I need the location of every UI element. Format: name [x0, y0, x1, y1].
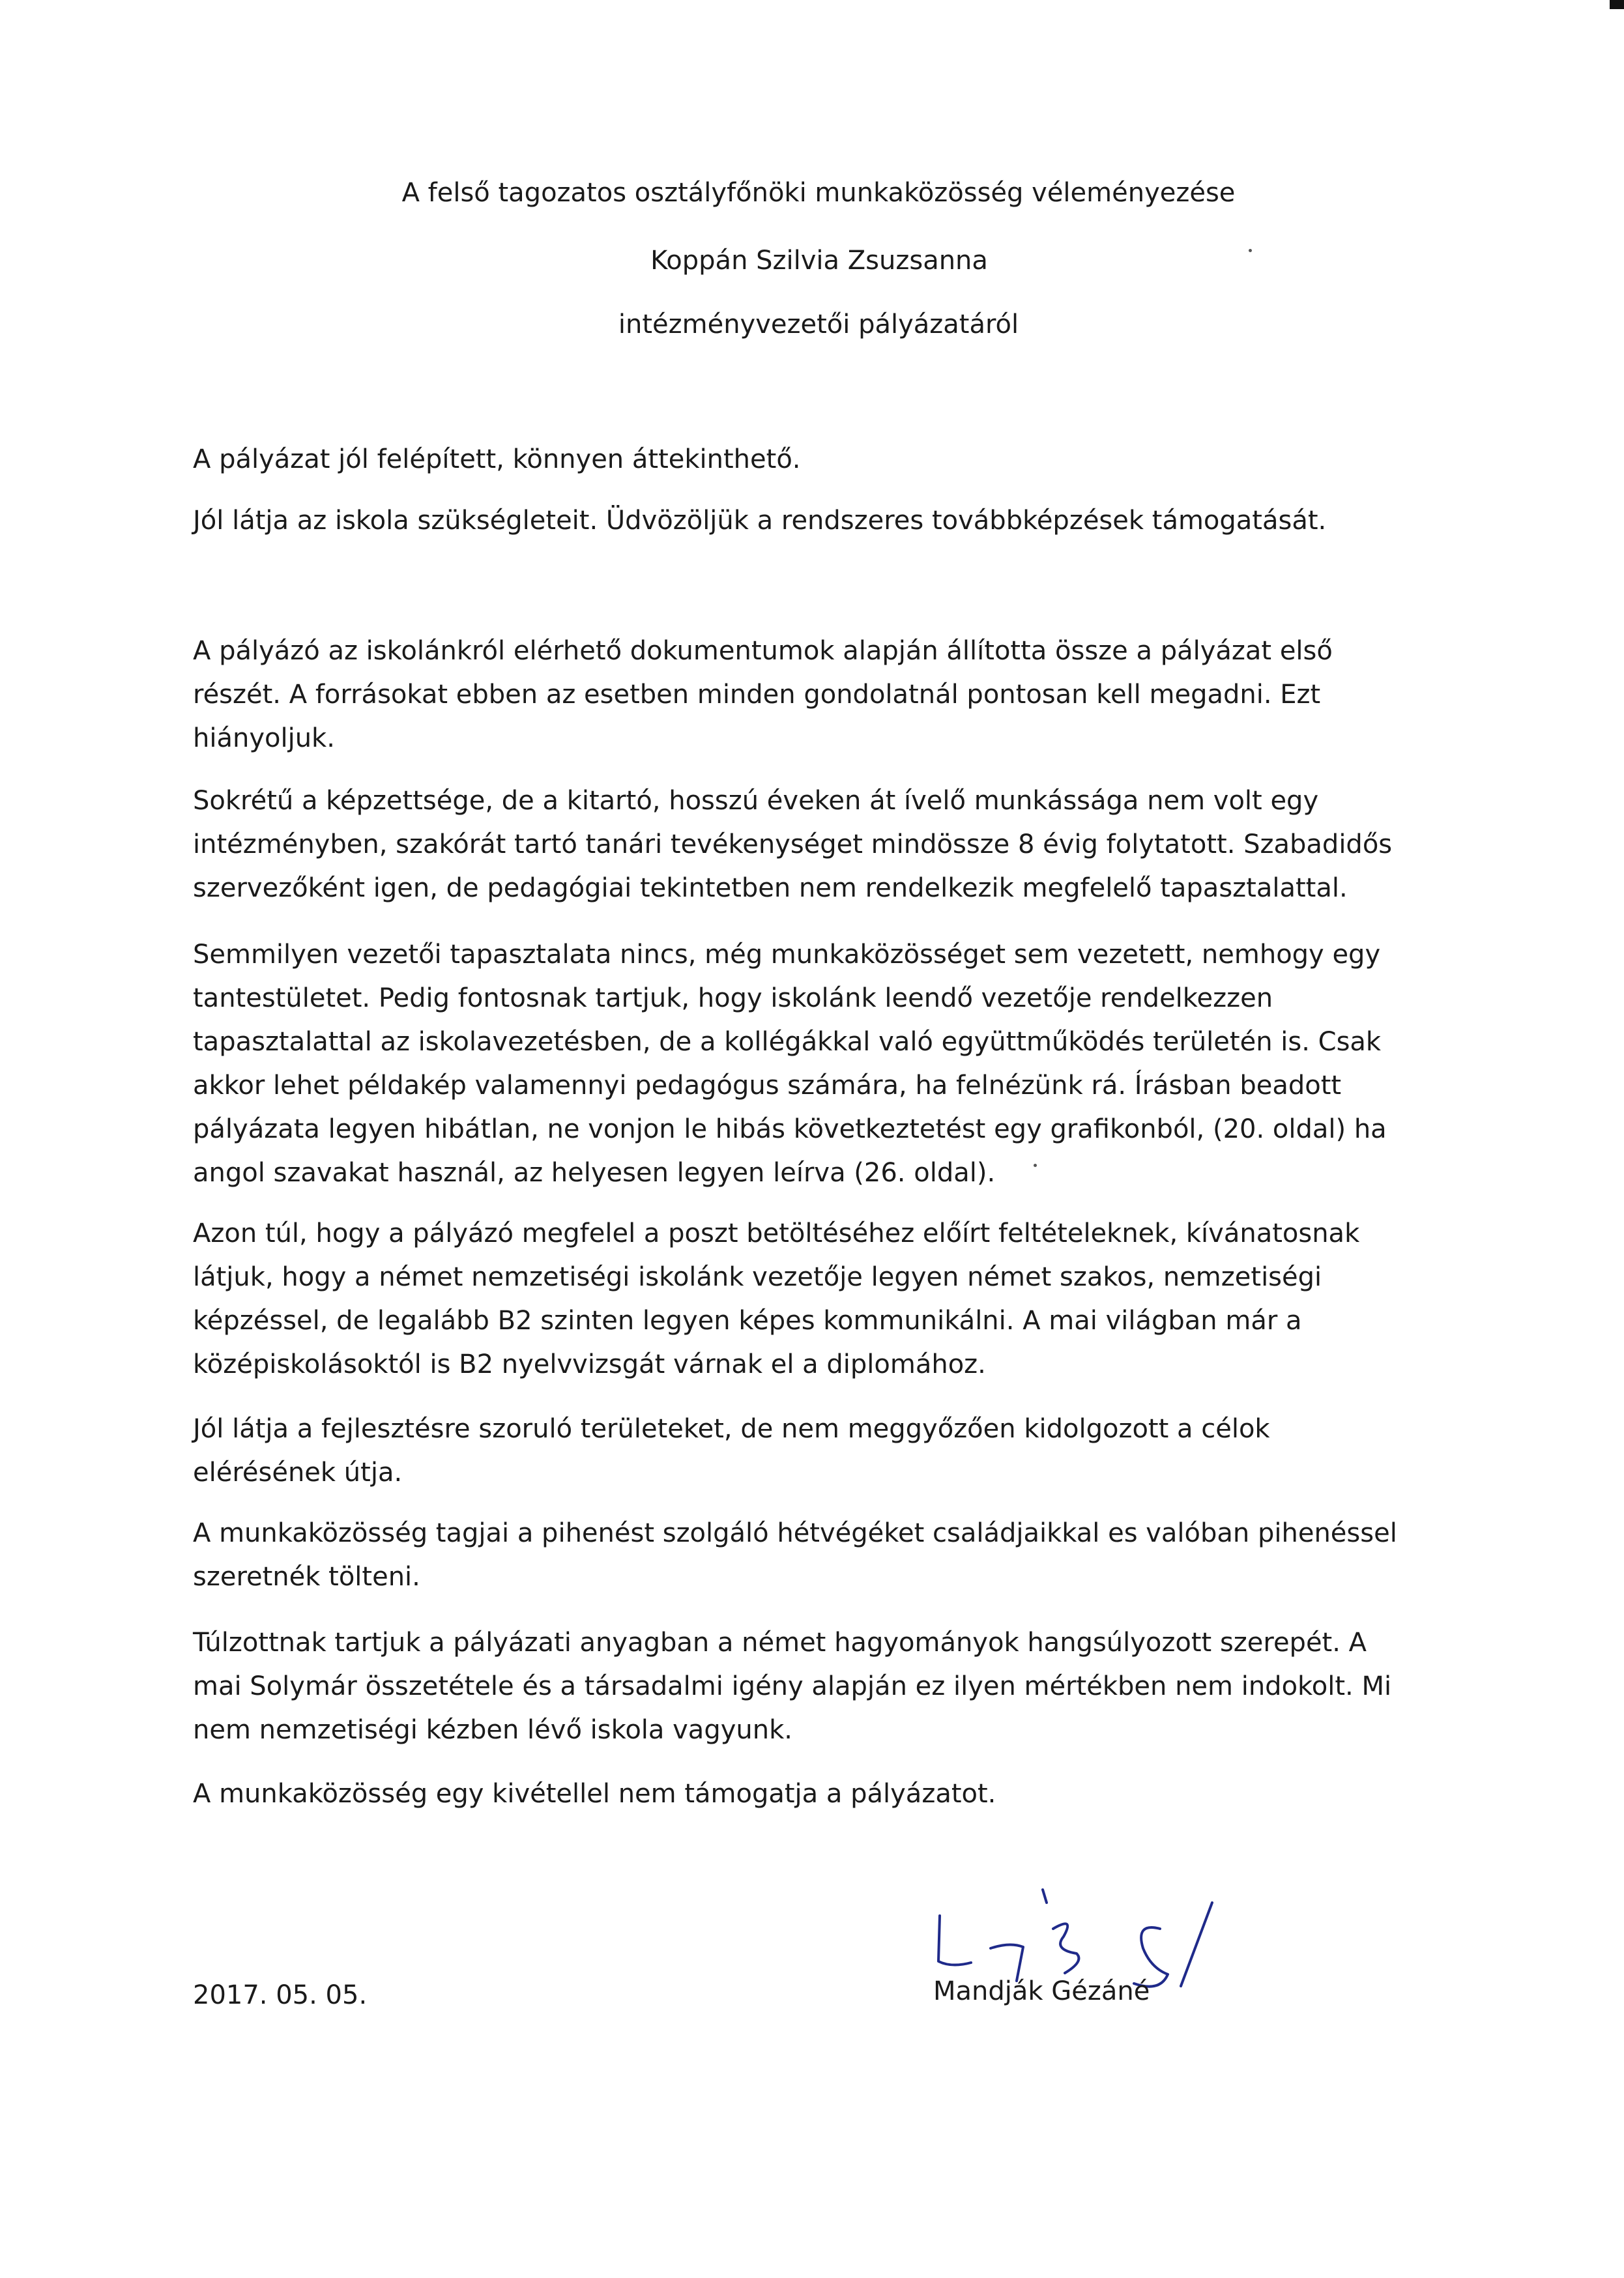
paragraph: Sokrétű a képzettsége, de a kitartó, hosszú éveken át ívelő munkássága nem volt egy intézményben, szakórát tartó tanári tevékenységet mindössze 8 évig folytatott. Szabadidős szervezőként igen, de pedagógiai tekintetben nem rendelkezik megfelelő tapasztalattal.	[193, 786, 1393, 903]
title-line-2: Koppán Szilvia Zsuzsanna	[650, 246, 988, 276]
paragraph: A munkaközösség tagjai a pihenést szolgáló hétvégéket családjaikkal es valóban pihenéssel szeretnék tölteni.	[193, 1518, 1397, 1592]
scan-speck	[1249, 249, 1252, 252]
paragraph: A munkaközösség egy kivétellel nem támogatja a pályázatot.	[193, 1779, 996, 1809]
paragraph: Túlzottnak tartjuk a pályázati anyagban a német hagyományok hangsúlyozott szerepét. A mai Solymár összetétele és a társadalmi igény alapján ez ilyen mértékben nem indokolt. Mi nem nemzetiségi kézben lévő iskola vagyunk.	[193, 1628, 1392, 1745]
scan-corner-mark	[1610, 0, 1624, 9]
signature-strokes	[938, 1890, 1212, 1987]
paragraph: Semmilyen vezetői tapasztalata nincs, még munkaközösséget sem vezetett, nemhogy egy tantestületet. Pedig fontosnak tartjuk, hogy iskolánk leendő vezetője rendelkezzen tapasztalattal az iskolavezetésben, de a kollégákkal való együttműködés területén is. Csak akkor lehet példakép valamennyi pedagógus számára, ha felnézünk rá. Írásban beadott pályázata legyen hibátlan, ne vonjon le hibás következtetést egy grafikonból, (20. oldal) ha angol szavakat használ, az helyesen legyen leírva (26. oldal).	[193, 940, 1387, 1188]
paragraph: A pályázat jól felépített, könnyen áttekinthető.	[193, 444, 801, 474]
scan-speck	[1034, 1164, 1037, 1167]
signer-name: Mandják Gézáné	[933, 1976, 1150, 2006]
document-date: 2017. 05. 05.	[193, 1980, 368, 2010]
title-line-1: A felső tagozatos osztályfőnöki munkaközösség véleményezése	[401, 178, 1236, 208]
paragraph: A pályázó az iskolánkról elérhető dokumentumok alapján állította össze a pályázat első részét. A forrásokat ebben az esetben minden gondolatnál pontosan kell megadni. Ezt hiányoljuk.	[193, 636, 1333, 753]
title-line-3: intézményvezetői pályázatáról	[618, 310, 1019, 339]
paragraph: Jól látja a fejlesztésre szoruló területeket, de nem meggyőzően kidolgozott a célok elérésének útja.	[193, 1414, 1270, 1488]
paragraph: Jól látja az iskola szükségleteit. Üdvözöljük a rendszeres továbbképzések támogatását.	[193, 506, 1327, 536]
paragraph: Azon túl, hogy a pályázó megfelel a poszt betöltéséhez előírt feltételeknek, kívánatosnak látjuk, hogy a német nemzetiségi iskolánk vezetője legyen német szakos, nemzetiségi képzéssel, de legalább B2 szinten legyen képes kommunikálni. A mai világban már a középiskolásoktól is B2 nyelvvizsgát várnak el a diplomához.	[193, 1218, 1360, 1379]
